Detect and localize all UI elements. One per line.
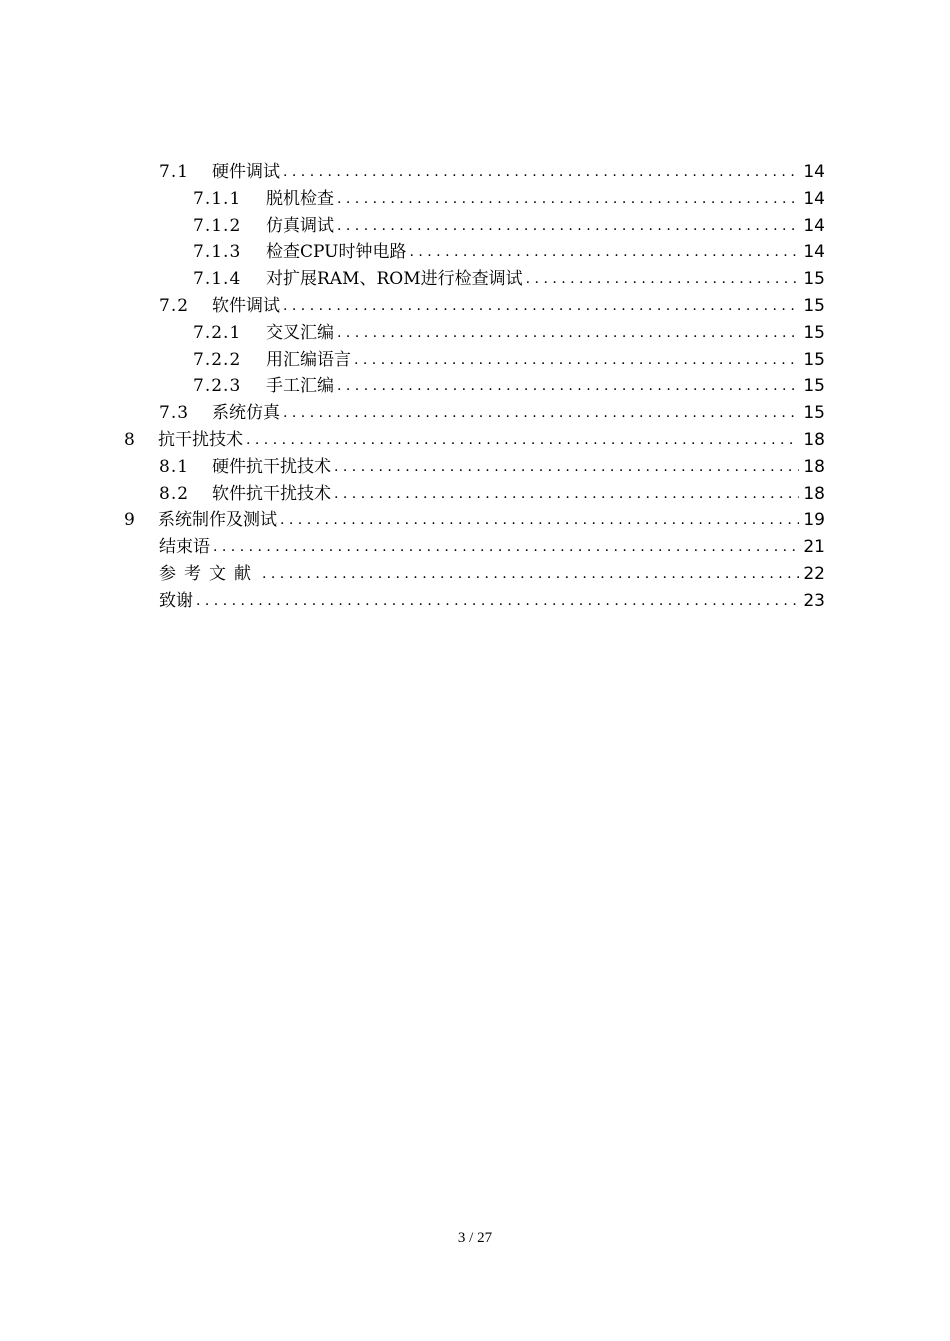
toc-entry-title: 检查CPU时钟电路 — [266, 242, 407, 263]
toc-entry-7-2-2[interactable] — [0, 347, 950, 374]
toc-dot-leader — [526, 266, 799, 293]
toc-entry-number: 7.1.1 — [193, 188, 242, 209]
toc-entry-title: 软件调试 — [212, 295, 280, 316]
toc-entry-8-2[interactable] — [0, 481, 950, 508]
toc-entry-7-2-3[interactable] — [0, 373, 950, 400]
toc-entry-number: 9 — [124, 510, 136, 531]
toc-entry-title: 交叉汇编 — [266, 322, 334, 343]
toc-entry-7-1-1[interactable] — [0, 186, 950, 213]
toc-dot-leader — [246, 427, 799, 454]
toc-dot-leader — [283, 293, 799, 320]
toc-dot-leader — [283, 159, 799, 186]
toc-entry-number: 8 — [124, 429, 136, 450]
toc-entry-references[interactable] — [0, 561, 950, 588]
toc-dot-leader — [337, 213, 799, 240]
toc-entry-conclusion[interactable] — [0, 534, 950, 561]
toc-entry-title: 致谢 — [159, 590, 193, 611]
toc-entry-page: 14 — [803, 242, 825, 263]
toc-entry-page: 19 — [803, 510, 825, 531]
toc-entry-number: 7.3 — [159, 403, 190, 424]
toc-entry-page: 18 — [803, 456, 825, 477]
toc-entry-7-1[interactable] — [0, 159, 950, 186]
toc-dot-leader — [196, 588, 799, 615]
toc-entry-number: 7.2.2 — [193, 349, 242, 370]
toc-entry-title: 手工汇编 — [266, 376, 334, 397]
toc-entry-title: 用汇编语言 — [266, 349, 351, 370]
toc-entry-number: 8.1 — [159, 456, 190, 477]
toc-entry-8-1[interactable] — [0, 454, 950, 481]
toc-entry-page: 18 — [803, 429, 825, 450]
toc-dot-leader — [337, 320, 799, 347]
toc-entry-number: 8.2 — [159, 483, 190, 504]
toc-dot-leader — [354, 347, 799, 374]
table-of-contents — [0, 159, 950, 615]
toc-entry-title: 脱机检查 — [266, 188, 334, 209]
toc-entry-title: 硬件调试 — [212, 162, 280, 182]
toc-entry-number: 7.1.4 — [193, 269, 242, 290]
toc-entry-title: 硬件抗干扰技术 — [212, 456, 331, 477]
toc-entry-number: 7.1.2 — [193, 215, 242, 236]
toc-entry-title: 系统仿真 — [212, 403, 280, 424]
toc-entry-title: 仿真调试 — [266, 215, 334, 236]
toc-dot-leader — [213, 534, 799, 561]
page-number-footer: 3 / 27 — [457, 1230, 493, 1246]
toc-entry-page: 15 — [803, 376, 825, 397]
toc-entry-page: 23 — [803, 590, 825, 611]
toc-dot-leader — [337, 186, 799, 213]
toc-entry-7-1-2[interactable] — [0, 213, 950, 240]
toc-entry-8[interactable] — [0, 427, 950, 454]
toc-entry-7-1-4[interactable] — [0, 266, 950, 293]
toc-dot-leader — [409, 239, 799, 266]
toc-dot-leader — [334, 454, 799, 481]
toc-entry-7-2[interactable] — [0, 293, 950, 320]
toc-entry-acknowledgements[interactable] — [0, 588, 950, 615]
toc-entry-page: 18 — [803, 483, 825, 504]
toc-dot-leader — [337, 373, 799, 400]
toc-entry-page: 15 — [803, 349, 825, 370]
toc-entry-title: 对扩展RAM、ROM进行检查调试 — [266, 269, 523, 290]
toc-entry-number: 7.2 — [159, 295, 190, 316]
toc-entry-7-2-1[interactable] — [0, 320, 950, 347]
toc-entry-page: 14 — [803, 188, 825, 209]
toc-entry-page: 15 — [803, 403, 825, 424]
toc-entry-7-3[interactable] — [0, 400, 950, 427]
toc-entry-title: 抗干扰技术 — [158, 429, 243, 450]
toc-entry-title: 系统制作及测试 — [158, 510, 277, 531]
toc-dot-leader — [283, 400, 799, 427]
toc-entry-page: 21 — [803, 537, 825, 558]
toc-entry-title: 软件抗干扰技术 — [212, 483, 331, 504]
toc-entry-page: 14 — [803, 162, 825, 182]
toc-dot-leader — [334, 481, 799, 508]
toc-entry-number: 7.1.3 — [193, 242, 242, 263]
toc-entry-9[interactable] — [0, 507, 950, 534]
toc-dot-leader — [280, 507, 799, 534]
toc-entry-number: 7.2.3 — [193, 376, 242, 397]
toc-entry-page: 15 — [803, 269, 825, 290]
toc-entry-number: 7.2.1 — [193, 322, 242, 343]
toc-entry-number: 7.1 — [159, 162, 190, 182]
toc-entry-page: 22 — [803, 563, 825, 584]
toc-entry-page: 15 — [803, 322, 825, 343]
toc-entry-title: 参考文献 — [159, 563, 259, 584]
toc-entry-title: 结束语 — [159, 537, 210, 558]
toc-entry-page: 14 — [803, 215, 825, 236]
toc-entry-7-1-3[interactable] — [0, 239, 950, 266]
toc-entry-page: 15 — [803, 295, 825, 316]
toc-dot-leader — [262, 561, 799, 588]
